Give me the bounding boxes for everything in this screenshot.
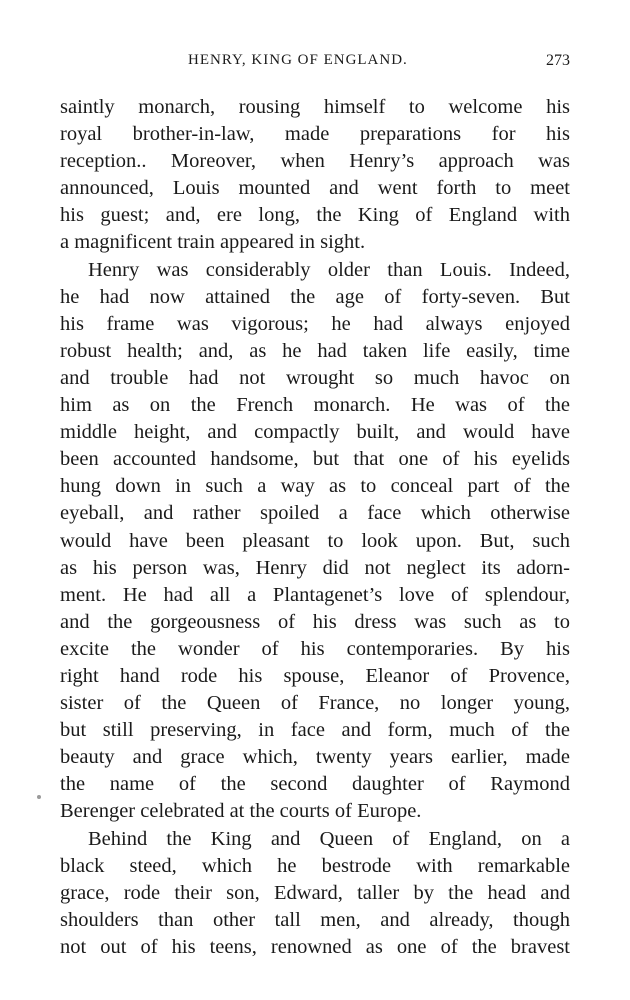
- text-line: the name of the second daughter of Raymond: [60, 773, 570, 796]
- text-line: eyeball, and rather spoiled a face which otherwise: [60, 502, 570, 525]
- text-line: his guest; and, ere long, the King of England with: [60, 204, 570, 227]
- text-line: excite the wonder of his contemporaries. By his: [60, 637, 570, 660]
- text-line: Berenger celebrated at the courts of Europe.: [60, 800, 422, 823]
- text-line: reception.. Moreover, when Henry’s approach was: [60, 150, 570, 173]
- text-line: would have been pleasant to look upon. But, such: [60, 529, 570, 552]
- text-line: robust health; and, as he had taken life easily, time: [60, 339, 570, 362]
- text-line: Henry was considerably older than Louis. Indeed,: [88, 258, 570, 281]
- text-line: black steed, which he bestrode with remarkable: [60, 854, 570, 877]
- text-line: as his person was, Henry did not neglect its adorn-: [60, 556, 570, 579]
- running-head: HENRY, KING OF ENGLAND.: [188, 52, 408, 68]
- text-line: but still preserving, in face and form, much of the: [60, 719, 570, 742]
- text-line: royal brother-in-law, made preparations for his: [60, 123, 570, 146]
- text-line: been accounted handsome, but that one of his eyelids: [60, 448, 570, 471]
- page-number: 273: [546, 52, 570, 69]
- text-line: grace, rode their son, Edward, taller by the head and: [60, 881, 570, 904]
- page-header: [60, 52, 570, 76]
- text-line: sister of the Queen of France, no longer young,: [60, 692, 570, 715]
- text-line: Behind the King and Queen of England, on a: [88, 827, 570, 850]
- text-line: his frame was vigorous; he had always enjoyed: [60, 312, 570, 335]
- text-line: middle height, and compactly built, and would have: [60, 421, 570, 444]
- text-line: shoulders than other tall men, and already, though: [60, 908, 570, 931]
- text-line: hung down in such a way as to conceal part of the: [60, 475, 570, 498]
- text-line: ment. He had all a Plantagenet’s love of splendour,: [60, 583, 570, 606]
- text-line: him as on the French monarch. He was of the: [60, 394, 570, 417]
- text-line: right hand rode his spouse, Eleanor of Provence,: [60, 664, 570, 687]
- text-line: saintly monarch, rousing himself to welcome his: [60, 96, 570, 118]
- margin-speck: [37, 795, 41, 799]
- text-line: and trouble had not wrought so much havoc on: [60, 366, 570, 389]
- text-line: beauty and grace which, twenty years earlier, made: [60, 746, 570, 769]
- text-line: announced, Louis mounted and went forth to meet: [60, 177, 570, 200]
- text-line: and the gorgeousness of his dress was such as to: [60, 610, 570, 633]
- text-line: a magnificent train appeared in sight.: [60, 231, 366, 254]
- text-line: he had now attained the age of forty-seven. But: [60, 285, 570, 308]
- body-text: [60, 94, 570, 961]
- text-line: not out of his teens, renowned as one of the bravest: [60, 935, 570, 958]
